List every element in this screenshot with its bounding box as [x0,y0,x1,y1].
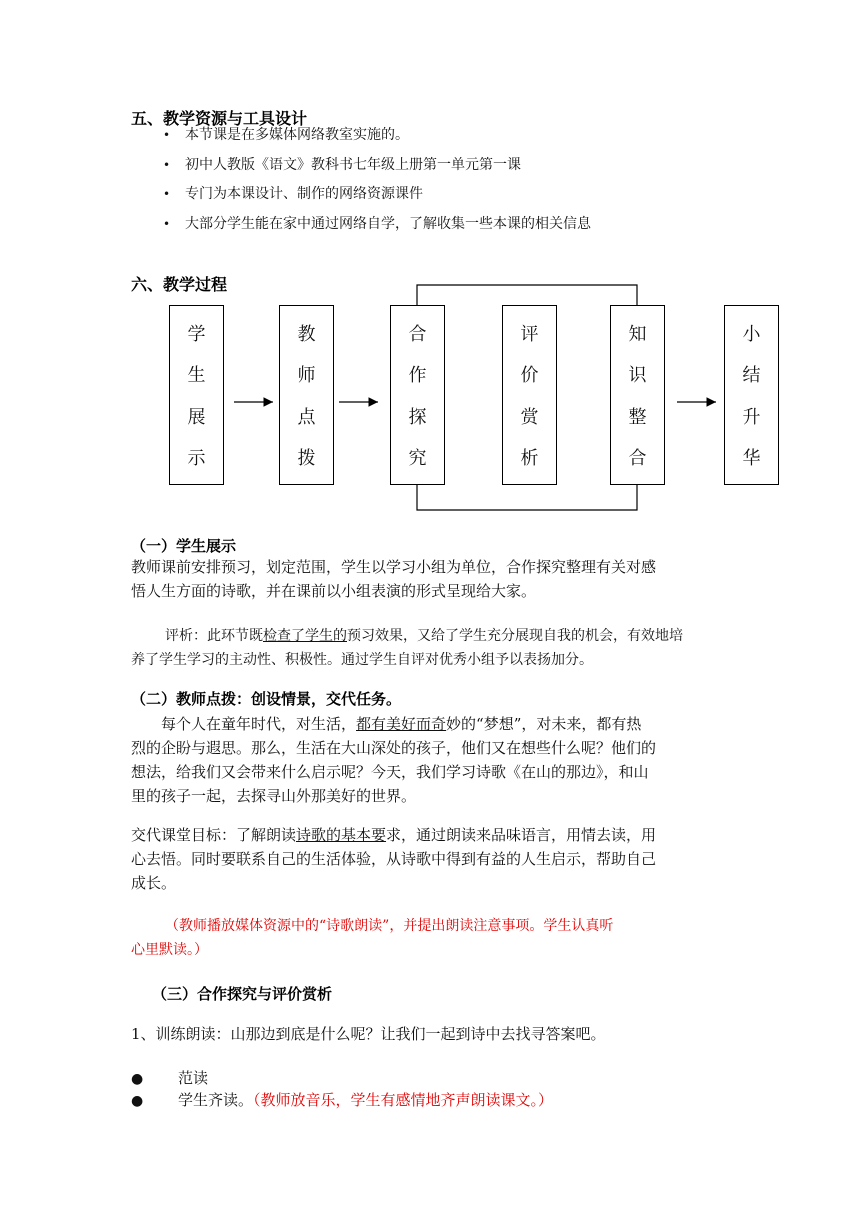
list-item: • 本节课是在多媒体网络教室实施的。 [163,127,409,143]
part2-paragraph2: 交代课堂目标：了解朗读诗歌的基本要求，通过朗读来品味语言，用情去读，用 心去悟。同时要联系自己的生活体验，从诗歌中得到有益的人生启示，帮助自己 成长。 [131,826,657,892]
part2-heading: （二）教师点拨：创设情景，交代任务。 [131,690,402,708]
flow-box-summary: 小 结 升 华 [724,305,779,485]
part3-bullet-2: ● 学生齐读。（教师放音乐，学生有感情地齐声朗读课文。） [131,1091,554,1109]
bullet-dot-icon: ● [131,1093,144,1109]
loop-bottom [417,485,637,510]
list-item: • 专门为本课设计、制作的网络资源课件 [163,186,423,202]
part3-item1: 1、训练朗读：山那边到底是什么呢？让我们一起到诗中去找寻答案吧。 [131,1025,606,1043]
flow-box-knowledge: 知 识 整 合 [610,305,665,485]
list-item: • 大部分学生能在家中通过网络自学，了解收集一些本课的相关信息 [163,215,591,232]
list-item: • 初中人教版《语文》教科书七年级上册第一单元第一课 [163,156,521,173]
part1-paragraph: 教师课前安排预习，划定范围，学生以学习小组为单位，合作探究整理有关对感 悟人生方面的诗歌，并在课前以小组表演的形式呈现给大家。 [131,558,657,600]
loop-top [417,285,637,305]
flow-box-teacher-guide: 教 师 点 拨 [279,305,334,485]
section6-title: 六、教学过程 [131,275,228,294]
flow-box-cooperate-explore: 合 作 探 究 [390,305,445,485]
part3-bullet-1: ● 范读 [131,1069,209,1087]
bullet-dot-icon: ● [131,1071,144,1087]
part2-paragraph1: 每个人在童年时代，对生活，都有美好而奇妙的“梦想”，对未来，都有热 烈的企盼与遐思。那么，生活在大山深处的孩子，他们又在想些什么呢？他们的 想法，给我们又会带来什么启示呢？今天，我们学习诗歌《在山的那边》，和山 里的孩子一起，去探寻山外那美好的世界。 [131,715,657,805]
part3-heading: （三）合作探究与评价赏析 [152,985,333,1003]
flow-box-evaluate: 评 价 赏 析 [502,305,557,485]
part2-red-note: （教师播放媒体资源中的“诗歌朗读”，并提出朗读注意事项。学生认真听 心里默读。） [131,918,614,958]
flow-box-student-show: 学 生 展 示 [169,305,224,485]
part1-comment: 评析：此环节既检查了学生的预习效果，又给了学生充分展现自我的机会，有效地培 养了学生学习的主动性、积极性。通过学生自评对优秀小组予以表扬加分。 [131,628,683,668]
part1-heading: （一）学生展示 [131,537,237,555]
section5-title: 五、教学资源与工具设计 [131,109,308,128]
